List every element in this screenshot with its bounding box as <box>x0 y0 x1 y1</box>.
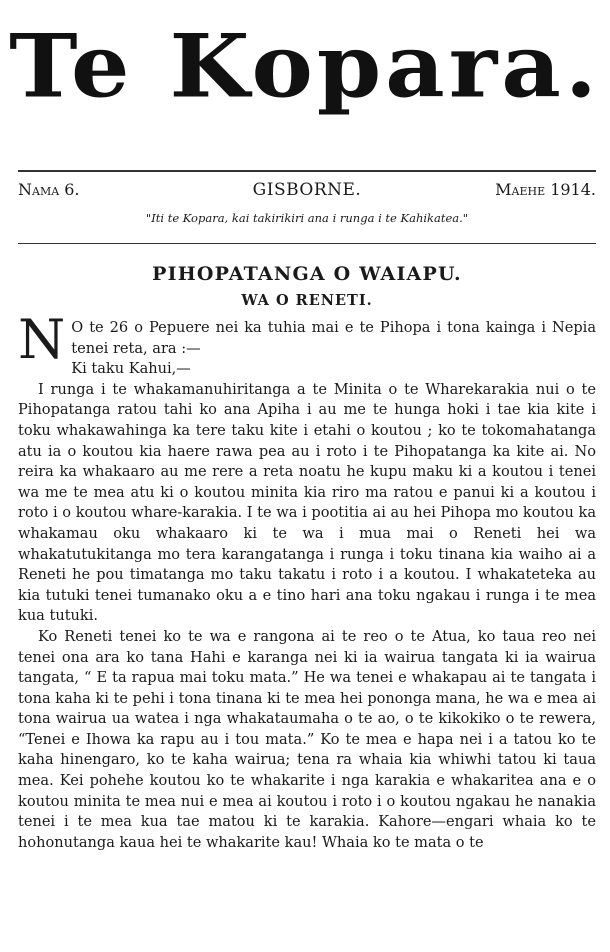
issue-info-row <box>18 180 596 206</box>
article-subtitle: WA O RENETI. <box>241 292 373 309</box>
issue-number: Nama 6. <box>18 180 80 199</box>
salutation: Ki taku Kahui,— <box>71 360 191 378</box>
motto: "Iti te Kopara, kai takirikiri ana i runga i te Kahikatea." <box>145 211 469 225</box>
body-paragraph: Ko Reneti tenei ko te wa e rangona ai te reo o te Atua, ko taua reo nei tenei ona ara ko tana Hahi e karanga nei ki ia wairua tangata ki ia wairua tangata, “ E ta rapua mai toku mata.” He wa tenei e whakapau ai te tangata i tona kaha ki te pehi i tona tinana ki te mea hei pononga mana, he wa e mea ai tona wairua ua watea i nga whakataumaha o te ao, o te kikokiko o te rewera, “Tenei e Ihowa ka rapu au i tou mata.” Ko te mea e hapa nei i a tatou ko te kaha hinengaro, ko te kaha wairua; tena ra whaia kia whiwhi tatou ki taua mea. Kei pohehe koutou ko te whakarite i nga karakia e whakaritea ana e o koutou minita te mea nui e mea ai koutou i roto i o koutou ngakau he nanakia tenei i te mea kua tae matou ki te karakia. Kahore—engari whaia ko te hohonutanga kaua hei te whakarite kau! Whaia ko te mata o te <box>18 627 596 851</box>
drop-cap: N <box>18 308 66 371</box>
issue-place: GISBORNE. <box>252 180 362 200</box>
intro-text: O te 26 o Pepuere nei ka tuhia mai e te Pihopa i tona kainga i Nepia tenei reta, ara :— <box>71 319 596 357</box>
header-top-rule <box>18 170 596 172</box>
article-body <box>18 308 596 853</box>
newspaper-title: Te Kopara. <box>9 14 601 118</box>
body-paragraph: I runga i te whakamanuhiritanga a te Minita o te Wharekarakia nui o te Pihopatanga ratou tahi ko ana Apiha i au me te hunga hoki i tae kia kite i toku whakawahinga ka tere taku kite i etahi o koutou ; ko te tokomahatanga atu ia o koutou kia haere rawa pea au i roto i te Pihopatanga ka kite ai. No reira ka whakaaro au me rere a reta noatu he kupu maku ki a koutou i tenei wa me te mea atu ki o koutou minita kia riro ma ratou e panui ki a koutou i roto i o koutou whare-karakia. I te wa i pootitia ai au hei Pihopa mo koutou ka whakamau oku whakaaro ki te wa i mua mai o Reneti hei wa whakatutukitanga mo tera karangatanga i runga i toku tinana kia waiho ai a Reneti he pou timatanga mo taku takatu i roto i a koutou. I whakateteka au kia tutuki tenei tumanako oku a e tino hari ana toku ngakau i runga i te mea kua tutuki. <box>18 380 596 625</box>
article-title: PIHOPATANGA O WAIAPU. <box>152 263 462 285</box>
header-bottom-rule <box>18 243 596 244</box>
issue-date: Maehe 1914. <box>495 180 596 199</box>
masthead <box>0 6 610 126</box>
